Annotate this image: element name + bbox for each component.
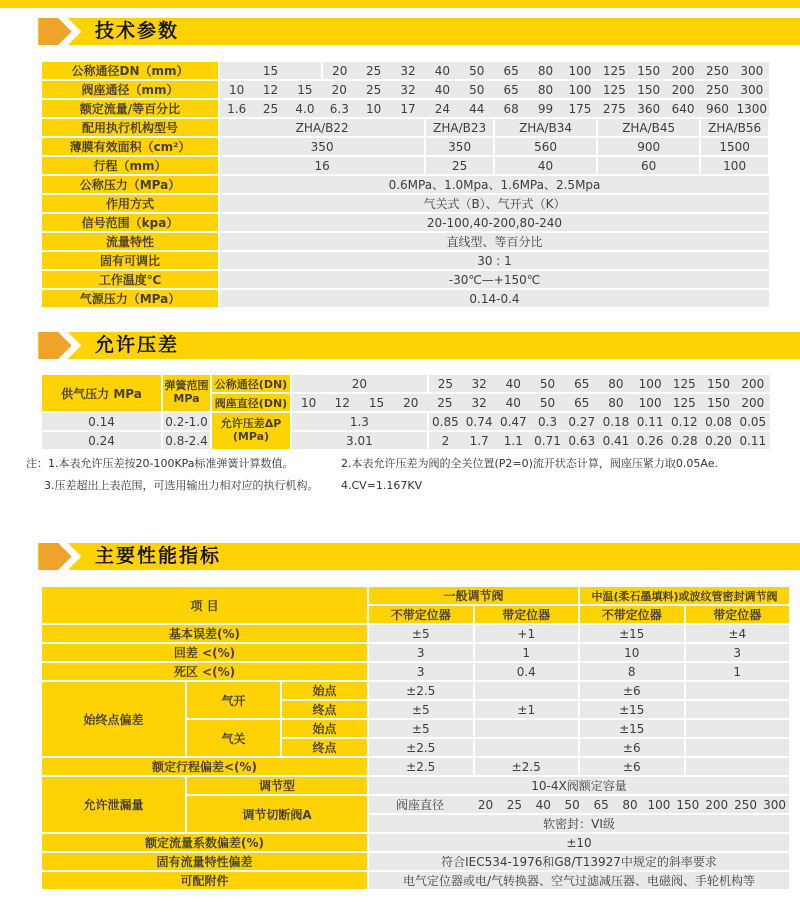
- cell: 80: [528, 61, 562, 80]
- cell: 80: [599, 374, 633, 393]
- row-label: 固有可调比: [41, 251, 219, 270]
- cell: 200: [736, 374, 770, 393]
- cell: 电气定位器或电/气转换器、空气过滤减压器、电磁阀、手轮机构等: [368, 871, 790, 890]
- cell: ±5: [368, 700, 474, 719]
- cell: 气关式（B）、气开式（K）: [219, 194, 769, 213]
- table-row: [41, 61, 769, 80]
- row-label: 额定流量/等百分比: [41, 99, 219, 118]
- cell: ±6: [579, 757, 685, 776]
- cell: 0.85: [428, 412, 462, 431]
- cell: ±15: [579, 624, 685, 643]
- table-row: [41, 99, 769, 118]
- allowable-dp-header: [211, 412, 291, 450]
- cell: 0.18: [599, 412, 633, 431]
- table-row: [41, 586, 790, 605]
- cell: 4.0: [288, 99, 322, 118]
- seat-value: 20: [477, 797, 494, 812]
- cell: 960: [700, 99, 734, 118]
- cell: 0.26: [633, 431, 667, 450]
- start-end-deviation-label: 始终点偏差: [41, 681, 186, 757]
- table-row: [41, 681, 790, 700]
- cell: 150: [632, 80, 666, 99]
- cell: 68: [494, 99, 528, 118]
- cell: 99: [528, 99, 562, 118]
- cell: 25: [428, 393, 462, 412]
- cell: 10: [219, 80, 253, 99]
- cell: 25: [357, 80, 391, 99]
- table-row: [41, 852, 790, 871]
- cell: 40: [425, 61, 459, 80]
- cell: +1: [474, 624, 580, 643]
- table-row: [41, 175, 769, 194]
- cell: 40: [494, 156, 597, 175]
- cell: ±6: [579, 681, 685, 700]
- end-point-label: 终点: [281, 738, 368, 757]
- table-row: [41, 871, 790, 890]
- cell: 0.3: [530, 412, 564, 431]
- cell: 0.08: [701, 412, 735, 431]
- cell: ±4: [685, 624, 791, 643]
- ribbon-arrow-icon: [38, 18, 86, 45]
- cell: 100: [700, 156, 769, 175]
- cell: 100: [563, 80, 597, 99]
- cell: 1500: [700, 137, 769, 156]
- row-label: 行程（mm）: [41, 156, 219, 175]
- item-header: 项 目: [41, 586, 368, 624]
- cell: 65: [494, 80, 528, 99]
- cell: 15: [288, 80, 322, 99]
- table-row: [41, 431, 770, 450]
- cell: 300: [735, 61, 769, 80]
- cell: [685, 757, 791, 776]
- row-label: 死区 <(%): [41, 662, 368, 681]
- cell: 175: [563, 99, 597, 118]
- cell: 1.6: [219, 99, 253, 118]
- cell: 350: [425, 137, 494, 156]
- cell: 0.63: [565, 431, 599, 450]
- cell: 125: [597, 61, 631, 80]
- end-point-label: 终点: [281, 700, 368, 719]
- cell: 软密封：VI级: [368, 814, 790, 833]
- seat-value: 50: [564, 797, 580, 812]
- cell: 2: [428, 431, 462, 450]
- seat-diameter-row: [368, 795, 790, 814]
- cell: 44: [460, 99, 494, 118]
- cell: 200: [666, 80, 700, 99]
- cell: 0.20: [701, 431, 735, 450]
- seat-value: 100: [647, 797, 671, 812]
- section-header-allowable-pressure-diff: [38, 332, 800, 359]
- cell: 25: [253, 99, 287, 118]
- header-line: MPa: [173, 392, 200, 405]
- cell: 65: [565, 393, 599, 412]
- mid-temp-valve-header: 中温(柔石墨填料)或波纹管密封调节阀: [579, 586, 790, 605]
- row-label: 作用方式: [41, 194, 219, 213]
- spring-range-header: [162, 374, 211, 412]
- with-positioner-header: 带定位器: [474, 605, 580, 624]
- cell: 10-4X阀额定容量: [368, 776, 790, 795]
- cell: 80: [599, 393, 633, 412]
- cell: ZHA/B45: [597, 118, 700, 137]
- air-close-label: 气关: [186, 719, 281, 757]
- row-label: 信号范围（kpa）: [41, 213, 219, 232]
- cell: 0.8-2.4: [162, 431, 211, 450]
- cell: [474, 738, 580, 757]
- cell: 10: [291, 393, 325, 412]
- cell: 15: [359, 393, 393, 412]
- section-title: 技术参数: [95, 20, 180, 42]
- cell: 125: [667, 374, 701, 393]
- table-row: [41, 662, 790, 681]
- seat-value: 25: [506, 797, 522, 812]
- table-row: [41, 80, 769, 99]
- cell: 0.71: [530, 431, 564, 450]
- cell: ±2.5: [368, 738, 474, 757]
- cell: ZHA/B34: [494, 118, 597, 137]
- row-label: 气源压力（MPa）: [41, 289, 219, 308]
- section-title: 主要性能指标: [95, 545, 222, 567]
- ribbon-arrow-icon: [38, 543, 86, 570]
- cell: 0.74: [462, 412, 496, 431]
- cell: [685, 738, 791, 757]
- cell: ±6: [579, 738, 685, 757]
- table-row: [41, 643, 790, 662]
- cell: 0.6MPa、1.0Mpa、1.6MPa、2.5Mpa: [219, 175, 769, 194]
- cell: 1.3: [291, 412, 428, 431]
- row-label: 公称压力（MPa）: [41, 175, 219, 194]
- cell: 200: [666, 61, 700, 80]
- with-positioner-header: 带定位器: [685, 605, 791, 624]
- table-row: [41, 833, 790, 852]
- cell: 3: [368, 662, 474, 681]
- cell: ±15: [579, 700, 685, 719]
- general-valve-header: 一般调节阀: [368, 586, 579, 605]
- note-4: 4.CV=1.167KV: [341, 479, 423, 492]
- cell: 40: [425, 80, 459, 99]
- cell: 560: [494, 137, 597, 156]
- cell: 8: [579, 662, 685, 681]
- cell: 符合IEC534-1976和G8/T13927中规定的斜率要求: [368, 852, 790, 871]
- cell: 1: [474, 643, 580, 662]
- cell: 250: [700, 80, 734, 99]
- regulating-type-label: 调节型: [186, 776, 368, 795]
- seat-diameter-header: 阀座直径(DN): [211, 393, 291, 412]
- cell: 150: [701, 374, 735, 393]
- row-label: 固有流量特性偏差: [41, 852, 368, 871]
- cell: 25: [357, 61, 391, 80]
- cell: 0.12: [667, 412, 701, 431]
- top-yellow-strip: [0, 0, 800, 8]
- section-header-technical-parameters: [38, 18, 800, 45]
- cell: [474, 719, 580, 738]
- cell: 360: [632, 99, 666, 118]
- cell: -30℃—+150℃: [219, 270, 769, 289]
- cell: 0.4: [474, 662, 580, 681]
- header-line: 允许压差ΔP: [220, 417, 282, 431]
- cell: 3.01: [291, 431, 428, 450]
- note-2: 2.本表允许压差为阀的全关位置(P2=0)流开状态计算，阀座压紧力取0.05Ae.: [341, 457, 719, 470]
- cell: 65: [565, 374, 599, 393]
- table-row: [41, 624, 790, 643]
- seat-value: 200: [705, 797, 729, 812]
- cell: 15: [219, 61, 322, 80]
- cell: 20-100,40-200,80-240: [219, 213, 769, 232]
- row-label: 基本误差(%): [41, 624, 368, 643]
- nominal-diameter-header: 公称通径(DN): [211, 374, 291, 393]
- cell: 0.11: [736, 431, 770, 450]
- cell: ±2.5: [368, 681, 474, 700]
- notes: [26, 456, 782, 493]
- seat-value: 250: [734, 797, 758, 812]
- row-label: 额定流量系数偏差(%): [41, 833, 368, 852]
- cell: ±2.5: [368, 757, 474, 776]
- cell: 25: [425, 156, 494, 175]
- table-row: [41, 118, 769, 137]
- cell: 1300: [735, 99, 769, 118]
- cell: 100: [563, 61, 597, 80]
- table-row: [41, 757, 790, 776]
- cell: ZHA/B22: [219, 118, 425, 137]
- cell: ±10: [368, 833, 790, 852]
- cell: 0.14-0.4: [219, 289, 769, 308]
- performance-indicators-table: [40, 585, 791, 891]
- note-3: 3.压差超出上表范围，可选用输出力相对应的执行机构。: [44, 479, 319, 492]
- supply-pressure-header: 供气压力 MPa: [41, 374, 162, 412]
- start-point-label: 始点: [281, 681, 368, 700]
- cell: 40: [496, 374, 530, 393]
- start-point-label: 始点: [281, 719, 368, 738]
- row-label: 配用执行机构型号: [41, 118, 219, 137]
- cell: 16: [219, 156, 425, 175]
- cell: 200: [736, 393, 770, 412]
- cell: 6.3: [322, 99, 356, 118]
- seat-diameter-label: 阀座直径: [395, 798, 444, 812]
- table-row: [41, 289, 769, 308]
- table-row: [41, 776, 790, 795]
- cell: 10: [579, 643, 685, 662]
- table-row: [41, 251, 769, 270]
- cell: 0.28: [667, 431, 701, 450]
- cell: 50: [530, 374, 564, 393]
- cell: [685, 719, 791, 738]
- table-row: [41, 156, 769, 175]
- row-label: 阀座通径（mm）: [41, 80, 219, 99]
- technical-parameters-table: [40, 60, 770, 309]
- section-title: 允许压差: [95, 334, 180, 356]
- table-row: [41, 194, 769, 213]
- cell: 125: [667, 393, 701, 412]
- cell: 1.1: [496, 431, 530, 450]
- without-positioner-header: 不带定位器: [368, 605, 474, 624]
- cell: ZHA/B23: [425, 118, 494, 137]
- cell: 直线型、等百分比: [219, 232, 769, 251]
- cell: 80: [528, 80, 562, 99]
- cell: 0.27: [565, 412, 599, 431]
- allowable-pressure-diff-table: [40, 373, 770, 451]
- cell: 0.05: [736, 412, 770, 431]
- cell: 17: [391, 99, 425, 118]
- cell: 0.41: [599, 431, 633, 450]
- cell: 125: [597, 80, 631, 99]
- without-positioner-header: 不带定位器: [579, 605, 685, 624]
- cell: ±15: [579, 719, 685, 738]
- cell: [685, 681, 791, 700]
- table-row: [41, 213, 769, 232]
- cell: 50: [530, 393, 564, 412]
- cell: 10: [357, 99, 391, 118]
- row-label: 流量特性: [41, 232, 219, 251]
- cell: 1: [685, 662, 791, 681]
- cell: 65: [494, 61, 528, 80]
- row-label: 可配附件: [41, 871, 368, 890]
- cell: [685, 700, 791, 719]
- cell: 0.47: [496, 412, 530, 431]
- cell: 3: [685, 643, 791, 662]
- cell: ±2.5: [474, 757, 580, 776]
- cell: ±5: [368, 719, 474, 738]
- seat-value: 65: [593, 797, 609, 812]
- cell: 1.7: [462, 431, 496, 450]
- cell: [474, 681, 580, 700]
- cell: 300: [735, 80, 769, 99]
- seat-value: 300: [763, 797, 786, 812]
- cell: 0.14: [41, 412, 162, 431]
- row-label: 公称通径DN（mm）: [41, 61, 219, 80]
- table-row: [41, 137, 769, 156]
- table-row: [41, 232, 769, 251]
- row-label: 回差 <(%): [41, 643, 368, 662]
- cell: ±5: [368, 624, 474, 643]
- cell: ZHA/B56: [700, 118, 769, 137]
- row-label: 额定行程偏差<(%): [41, 757, 368, 776]
- cell: 32: [462, 374, 496, 393]
- seat-value: 80: [622, 797, 638, 812]
- cell: 20: [394, 393, 428, 412]
- cell: 32: [391, 61, 425, 80]
- cell: 0.2-1.0: [162, 412, 211, 431]
- header-line: (MPa): [232, 430, 270, 443]
- cell: 900: [597, 137, 700, 156]
- cell: 20: [322, 61, 356, 80]
- cell: 20: [291, 374, 428, 393]
- cell: 24: [425, 99, 459, 118]
- cell: 0.11: [633, 412, 667, 431]
- cell: 32: [462, 393, 496, 412]
- cell: 100: [633, 374, 667, 393]
- cell: 50: [460, 80, 494, 99]
- cell: 100: [633, 393, 667, 412]
- cell: 60: [597, 156, 700, 175]
- cell: 20: [322, 80, 356, 99]
- note-1: 注：1.本表允许压差按20-100KPa标准弹簧计算数值。: [26, 457, 294, 470]
- cell: 12: [253, 80, 287, 99]
- cell: ±1: [474, 700, 580, 719]
- cell: 275: [597, 99, 631, 118]
- cell: 150: [701, 393, 735, 412]
- air-open-label: 气开: [186, 681, 281, 719]
- shutoff-type-label: 调节切断阀A: [186, 795, 368, 833]
- cell: 40: [496, 393, 530, 412]
- seat-value: 150: [676, 797, 700, 812]
- cell: 350: [219, 137, 425, 156]
- cell: 50: [460, 61, 494, 80]
- cell: 250: [700, 61, 734, 80]
- cell: 3: [368, 643, 474, 662]
- ribbon-arrow-icon: [38, 332, 86, 359]
- cell: 12: [325, 393, 359, 412]
- allowable-leakage-label: 允许泄漏量: [41, 776, 186, 833]
- seat-value: 40: [535, 797, 551, 812]
- cell: 150: [632, 61, 666, 80]
- cell: 640: [666, 99, 700, 118]
- row-label: 薄膜有效面积（cm²）: [41, 137, 219, 156]
- cell: 32: [391, 80, 425, 99]
- cell: 25: [428, 374, 462, 393]
- cell: 0.24: [41, 431, 162, 450]
- table-row: [41, 412, 770, 431]
- header-line: 弹簧范围: [164, 379, 209, 393]
- section-header-performance-indicators: [38, 543, 800, 570]
- table-row: [41, 270, 769, 289]
- row-label: 工作温度℃: [41, 270, 219, 289]
- cell: 30 : 1: [219, 251, 769, 270]
- table-row: [41, 374, 770, 393]
